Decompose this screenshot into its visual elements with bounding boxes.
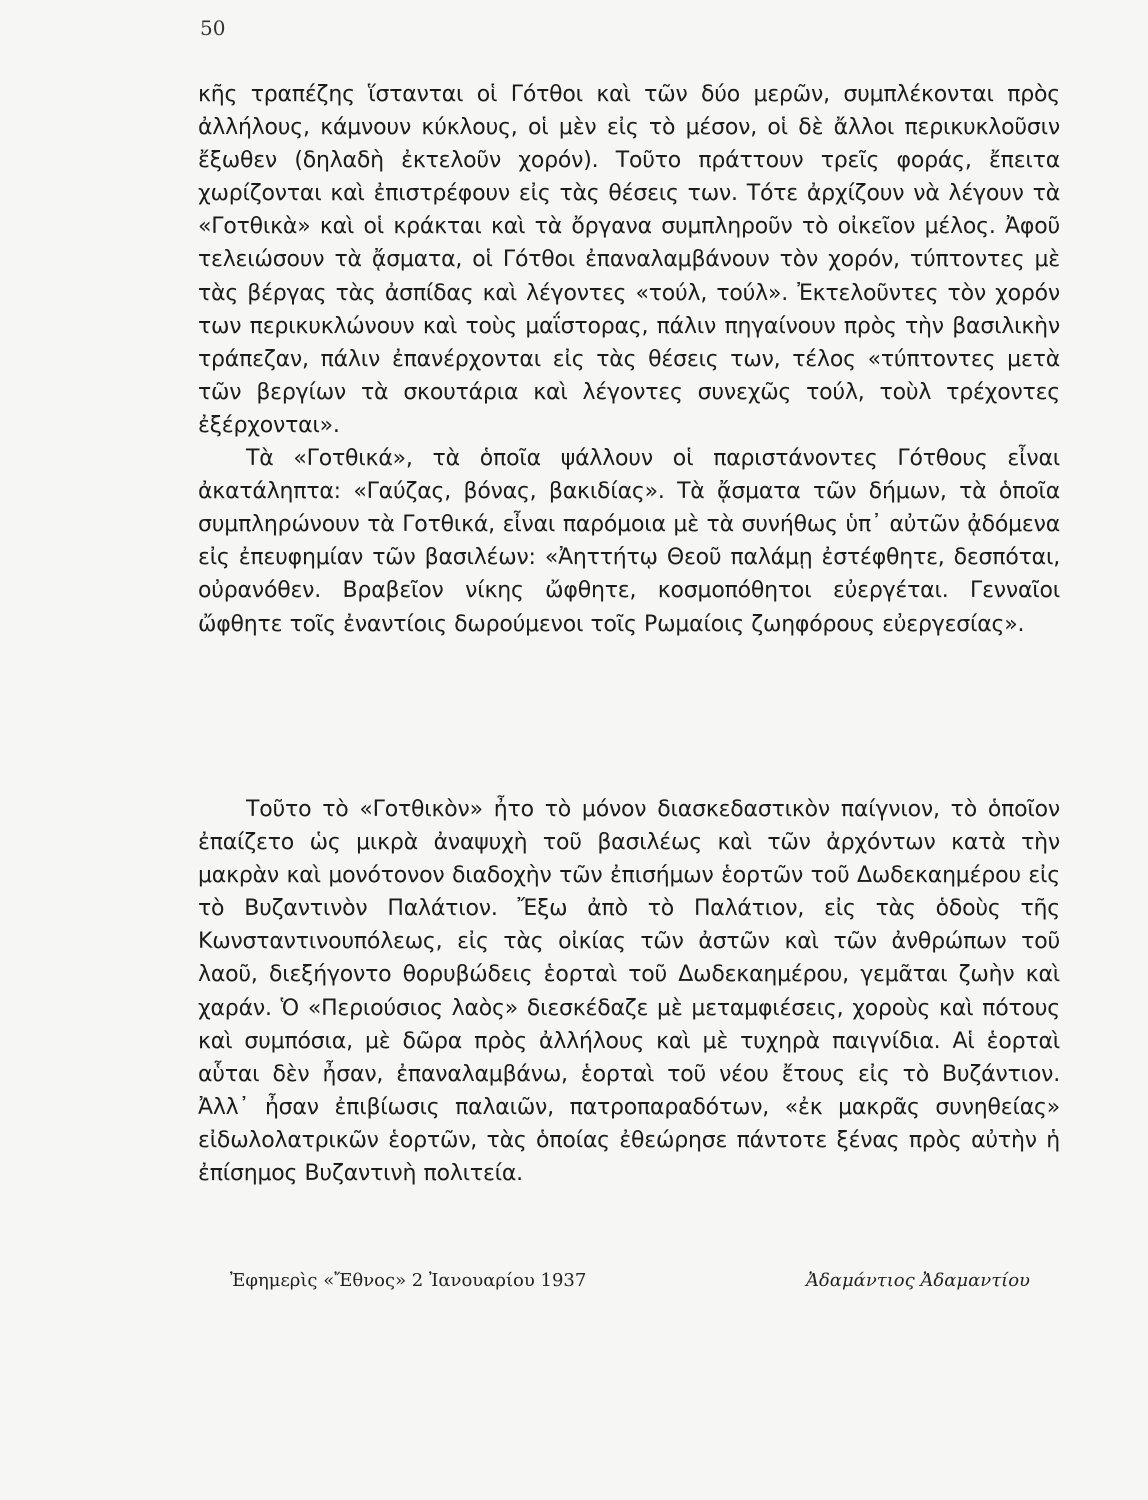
text-section-1: [198, 78, 1060, 641]
paragraph-continuation: κῆς τραπέζης ἵστανται οἱ Γότθοι καὶ τῶν δύο μερῶν, συμπλέκονται πρὸς ἀλλήλους, κάμνουν κύκλους, οἱ μὲν εἰς τὸ μέσον, οἱ δὲ ἄλλοι περικυκλοῦσιν ἔξωθεν (δηλαδὴ ἐκτελοῦν χορόν). Τοῦτο πράττουν τρεῖς φοράς, ἔπειτα χωρίζονται καὶ ἐπιστρέφουν εἰς τὰς θέσεις των. Τότε ἀρχίζουν νὰ λέγουν τὰ «Γοτθικὰ» καὶ οἱ κράκται καὶ τὰ ὄργανα συμπληροῦν τὸ οἰκεῖον μέλος. Ἀφοῦ τελειώσουν τὰ ᾄσματα, οἱ Γότθοι ἐπαναλαμβάνουν τὸν χορόν, τύπτοντες μὲ τὰς βέργας τὰς ἀσπίδας καὶ λέγοντες «τούλ, τούλ». Ἐκτελοῦντες τὸν χορόν των περικυκλώνουν καὶ τοὺς μαΐστορας, πάλιν πηγαίνουν πρὸς τὴν βασιλικὴν τράπεζαν, πάλιν ἐπανέρχονται εἰς τὰς θέσεις των, τέλος «τύπτοντες μετὰ τῶν βεργίων τὰ σκουτάρια καὶ λέγοντες συνεχῶς τούλ, τοὺλ τρέχοντες ἐξέρχονται».: [198, 82, 1060, 438]
citation-source: Ἐφημερὶς «Ἔθνος» 2 Ἰανουαρίου 1937: [230, 1270, 587, 1291]
paragraph-dodecahemeron: Τοῦτο τὸ «Γοτθικὸν» ἦτο τὸ μόνον διασκεδαστικὸν παίγνιον, τὸ ὁποῖον ἐπαίζετο ὡς μικρὰ ἀναψυχὴ τοῦ βασιλέως καὶ τῶν ἀρχόντων κατὰ τὴν μακρὰν καὶ μονότονον διαδοχὴν τῶν ἐπισήμων ἑορτῶν τοῦ Δωδεκαημέρου εἰς τὸ Βυζαντινὸν Παλάτιον. Ἔξω ἀπὸ τὸ Παλάτιον, εἰς τὰς ὁδοὺς τῆς Κωνσταντινουπόλεως, εἰς τὰς οἰκίας τῶν ἀστῶν καὶ τῶν ἀνθρώπων τοῦ λαοῦ, διεξήγοντο θορυβώδεις ἑορταὶ τοῦ Δωδεκαημέρου, γεμᾶται ζωὴν καὶ χαράν. Ὁ «Περιούσιος λαὸς» διεσκέδαζε μὲ μεταμφιέσεις, χοροὺς καὶ πότους καὶ συμπόσια, μὲ δῶρα πρὸς ἀλλήλους καὶ μὲ τυχηρὰ παιγνίδια. Αἱ ἑορταὶ αὗται δὲν ἦσαν, ἐπαναλαμβάνω, ἑορταὶ τοῦ νέου ἔτους εἰς τὸ Βυζάντιον. Ἀλλ᾽ ἦσαν ἐπιβίωσις παλαιῶν, πατροπαραδότων, «ἐκ μακρᾶς συνηθείας» εἰδωλολατρικῶν ἑορτῶν, τὰς ὁποίας ἐθεώρησε πάντοτε ξένας πρὸς αὐτὴν ἡ ἐπίσημος Βυζαντινὴ πολιτεία.: [198, 797, 1060, 1187]
text-section-2: [198, 793, 1060, 1190]
citation: [230, 1270, 1030, 1304]
page-number: 50: [200, 16, 226, 40]
citation-author: Ἀδαμάντιος Ἀδαμαντίου: [805, 1270, 1030, 1291]
paragraph-gothic-songs: Τὰ «Γοτθικά», τὰ ὁποῖα ψάλλουν οἱ παριστάνοντες Γότθους εἶναι ἀκατάληπτα: «Γαύζας, βόνας, βακιδίας». Τὰ ᾄσματα τῶν δήμων, τὰ ὁποῖα συμπληρώνουν τὰ Γοτθικά, εἶναι παρόμοια μὲ τὰ συνήθως ὑπ᾽ αὐτῶν ᾀδόμενα εἰς ἐπευφημίαν τῶν βασιλέων: «Ἀηττήτῳ Θεοῦ παλάμῃ ἐστέφθητε, δεσπόται, οὐρανόθεν. Βραβεῖον νίκης ὤφθητε, κοσμοπόθητοι εὐεργέται. Γενναῖοι ὤφθητε τοῖς ἐναντίοις δωρούμενοι τοῖς Ρωμαίοις ζωηφόρους εὐεργεσίας».: [198, 446, 1060, 637]
